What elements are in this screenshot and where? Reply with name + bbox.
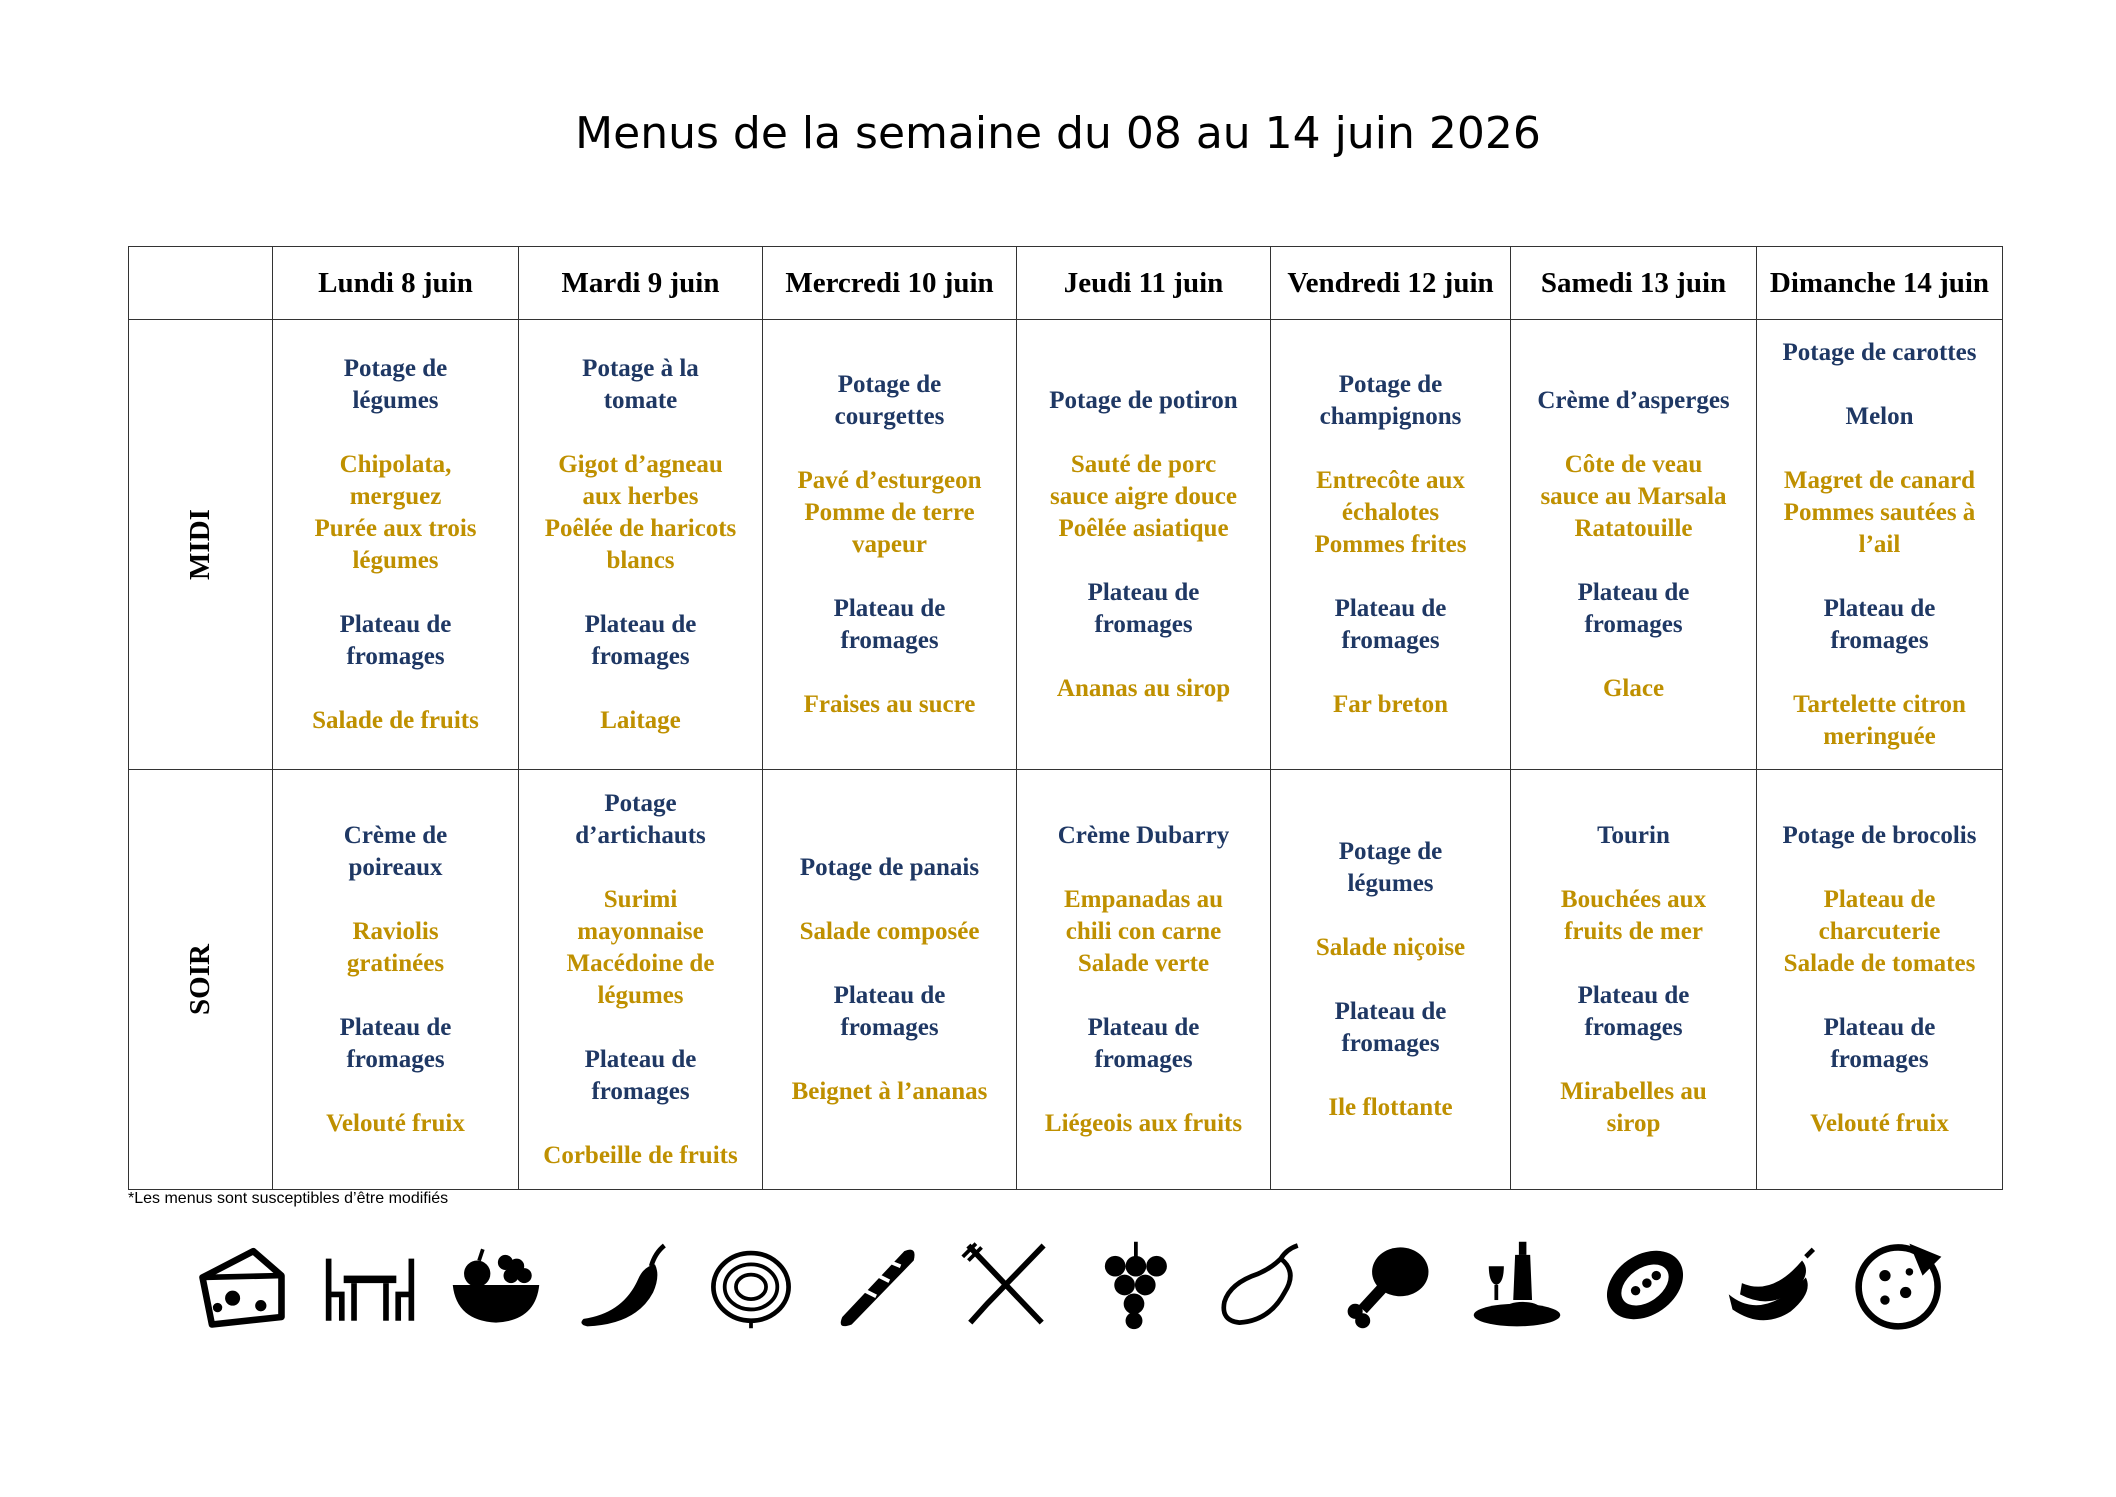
menu-cell [519,770,763,1190]
meal-label [129,770,273,1190]
icon-strip [195,1238,1985,1338]
dish-line: Raviolis [352,917,439,945]
dish-line: vapeur [852,530,927,558]
dish-line: merguez [349,482,442,510]
dish-spacer [523,1108,758,1140]
dish-line: Bouchées aux [1560,885,1707,913]
dish-line-starter: Plateau de [1087,1013,1200,1041]
dish-spacer [277,577,514,609]
dish-line: gratinées [346,949,445,977]
dish-spacer [1275,1060,1506,1092]
dish-line-starter: fromages [1584,1013,1683,1041]
dish-line: Gigot d’agneau [558,450,723,478]
menu-cell [519,320,763,770]
day-header: Dimanche 14 juin [1757,247,2003,320]
banana-icon [1725,1238,1819,1332]
dish-line-starter: Potage [604,789,677,817]
dish-spacer [1761,980,1998,1012]
dish-line: Ananas au sirop [1056,674,1231,702]
dish-spacer [767,1044,1012,1076]
dish-line-starter: Potage de [343,354,448,382]
dish-spacer [1515,545,1752,577]
dish-line-starter: Plateau de [584,1045,697,1073]
dish-line: légumes [352,546,439,574]
dish-line: chili con carne [1065,917,1222,945]
menu-cell [763,320,1017,770]
menu-cell [1757,320,2003,770]
chili-pepper-icon [576,1238,670,1332]
dish-line-starter: Crème de [343,821,448,849]
dish-line: Velouté fruix [1810,1109,1949,1137]
menu-cell [763,770,1017,1190]
dish-line-starter: Plateau de [1577,578,1690,606]
dish-line: blancs [606,546,675,574]
meal-row-midi [129,320,2003,770]
dish-line-starter: fromages [1830,1045,1929,1073]
fork-knife-icon [959,1238,1053,1332]
dish-spacer [277,980,514,1012]
dish-line-starter: fromages [1094,610,1193,638]
menu-cell [1271,320,1511,770]
dish-line-starter: tomate [603,386,678,414]
dish-line-starter: Potage de panais [799,853,980,881]
dish-line: Surimi [603,885,678,913]
dish-line: Tartelette citron [1793,690,1966,718]
dish-line: Sauté de porc [1070,450,1217,478]
dish-spacer [277,417,514,449]
dish-line: Beignet à l’ananas [791,1077,988,1105]
dish-line-starter: légumes [1347,869,1434,897]
dish-line: Chipolata, [339,450,452,478]
dish-spacer [523,1012,758,1044]
dish-line: Salade composée [799,917,980,945]
dish-spacer [1515,948,1752,980]
dish-line: Salade de tomates [1783,949,1976,977]
dish-spacer [277,884,514,916]
dish-line-starter: Crème d’asperges [1537,386,1730,414]
dish-spacer [1761,561,1998,593]
grapes-icon [1087,1238,1181,1332]
dish-line-starter: Plateau de [833,981,946,1009]
dish-line-starter: fromages [591,642,690,670]
day-header-row [129,247,2003,320]
dish-line-starter: fromages [840,1013,939,1041]
dish-spacer [1021,641,1266,673]
wine-dinner-icon [1470,1238,1564,1332]
dish-spacer [1275,900,1506,932]
dish-spacer [1761,1076,1998,1108]
dish-line-starter: fromages [1584,610,1683,638]
dish-spacer [1275,433,1506,465]
dish-line: Ratatouille [1574,514,1693,542]
dining-table-icon [323,1238,417,1332]
dish-spacer [1021,980,1266,1012]
dish-line-starter: Potage de potiron [1049,386,1238,414]
dish-spacer [1515,641,1752,673]
menu-cell [1757,770,2003,1190]
dish-spacer [1275,964,1506,996]
dish-line: Poêlée asiatique [1058,514,1229,542]
dish-spacer [1021,545,1266,577]
dish-line-starter: Plateau de [339,1013,452,1041]
dish-line-starter: Melon [1845,402,1914,430]
dish-line: fruits de mer [1564,917,1703,945]
dish-line: Plateau de [1823,885,1936,913]
dish-line: Ile flottante [1328,1093,1453,1121]
dish-line-starter: Plateau de [1334,997,1447,1025]
dish-line-starter: légumes [352,386,439,414]
dish-line: l’ail [1858,530,1901,558]
baguette-icon [831,1238,925,1332]
dish-line-starter: poireaux [348,853,443,881]
dish-spacer [767,884,1012,916]
dish-line: Corbeille de fruits [543,1141,738,1169]
meal-label-text: MIDI [183,509,216,580]
dish-line: Salade verte [1077,949,1210,977]
dish-line-starter: Potage à la [582,354,699,382]
dish-line: légumes [597,981,684,1009]
dish-spacer [1515,852,1752,884]
dish-spacer [1021,1076,1266,1108]
dish-line: Fraises au sucre [803,690,976,718]
dish-line: Magret de canard [1783,466,1976,494]
dish-spacer [1021,852,1266,884]
footnote: *Les menus sont susceptibles d’être modifiés [128,1190,449,1207]
eggplant-icon [1215,1238,1309,1332]
day-header: Lundi 8 juin [273,247,519,320]
dish-spacer [523,673,758,705]
chicken-leg-icon [1342,1238,1436,1332]
dish-line-starter: Potage de [1338,370,1443,398]
dish-spacer [1761,369,1998,401]
dish-line-starter: Plateau de [833,594,946,622]
dish-line: Côte de veau [1564,450,1703,478]
dish-spacer [1275,657,1506,689]
dish-line-starter: Plateau de [1334,594,1447,622]
pizza-icon [1853,1238,1947,1332]
dish-line-starter: Potage de [1338,837,1443,865]
dish-line: mayonnaise [577,917,704,945]
day-header: Mardi 9 juin [519,247,763,320]
dish-line: Poêlée de haricots [544,514,737,542]
dish-spacer [523,577,758,609]
dish-line: aux herbes [582,482,699,510]
dish-spacer [767,433,1012,465]
day-header: Jeudi 11 juin [1017,247,1271,320]
dish-line-starter: fromages [591,1077,690,1105]
dish-spacer [1275,561,1506,593]
cheese-icon [195,1238,289,1332]
dish-line-starter: d’artichauts [575,821,706,849]
dish-line: Purée aux trois [314,514,477,542]
dish-spacer [523,417,758,449]
meal-label-text: SOIR [183,944,216,1015]
dish-line: Macédoine de [566,949,715,977]
dish-line-starter: Plateau de [1087,578,1200,606]
dish-line: Laitage [600,706,681,734]
dish-line: Mirabelles au [1560,1077,1707,1105]
menu-cell [1511,770,1757,1190]
fruit-bowl-icon [449,1238,543,1332]
menu-table [128,246,2003,1190]
dish-line: Velouté fruix [326,1109,465,1137]
dish-line: Entrecôte aux [1316,466,1465,494]
dish-spacer [1515,1044,1752,1076]
dish-spacer [767,561,1012,593]
dish-line: sauce au Marsala [1540,482,1727,510]
dish-line: Liégeois aux fruits [1044,1109,1243,1137]
onion-icon [704,1238,798,1332]
dish-line-starter: fromages [840,626,939,654]
dish-line-starter: Crème Dubarry [1057,821,1230,849]
dish-line-starter: Plateau de [1577,981,1690,1009]
menu-cell [1271,770,1511,1190]
dish-line-starter: fromages [346,642,445,670]
papaya-icon [1598,1238,1692,1332]
dish-line-starter: champignons [1319,402,1462,430]
meal-row-soir [129,770,2003,1190]
day-header: Vendredi 12 juin [1271,247,1511,320]
dish-line: Pommes sautées à [1783,498,1976,526]
dish-line: Far breton [1332,690,1449,718]
dish-spacer [523,852,758,884]
dish-line-starter: fromages [346,1045,445,1073]
dish-line-starter: Potage de [837,370,942,398]
dish-line: Salade de fruits [312,706,479,734]
dish-line: sauce aigre douce [1049,482,1237,510]
dish-line-starter: fromages [1341,626,1440,654]
dish-line-starter: Plateau de [1823,594,1936,622]
menu-cell [273,770,519,1190]
dish-spacer [1761,433,1998,465]
dish-spacer [1021,417,1266,449]
dish-line-starter: Potage de brocolis [1782,821,1977,849]
menu-cell [273,320,519,770]
dish-line-starter: fromages [1341,1029,1440,1057]
page-title: Menus de la semaine du 08 au 14 juin 2026 [575,108,1541,159]
dish-spacer [1761,657,1998,689]
dish-line-starter: courgettes [834,402,945,430]
dish-spacer [767,948,1012,980]
menu-cell [1017,320,1271,770]
dish-line: Pommes frites [1314,530,1467,558]
dish-line: sirop [1606,1109,1661,1137]
dish-line: charcuterie [1818,917,1941,945]
dish-line-starter: Potage de carottes [1782,338,1977,366]
menu-cell [1017,770,1271,1190]
meal-label [129,320,273,770]
dish-line: meringuée [1823,722,1936,750]
dish-line-starter: Plateau de [1823,1013,1936,1041]
dish-line: échalotes [1341,498,1440,526]
menu-cell [1511,320,1757,770]
dish-spacer [1515,417,1752,449]
dish-line: Pomme de terre [804,498,975,526]
dish-line: Empanadas au [1063,885,1224,913]
dish-line-starter: Plateau de [584,610,697,638]
dish-spacer [767,657,1012,689]
corner-cell [129,247,273,320]
dish-line: Salade niçoise [1315,933,1466,961]
dish-line-starter: fromages [1830,626,1929,654]
dish-spacer [277,1076,514,1108]
dish-line-starter: Tourin [1597,821,1670,849]
dish-line: Glace [1602,674,1665,702]
dish-spacer [277,673,514,705]
dish-spacer [1761,852,1998,884]
dish-line-starter: fromages [1094,1045,1193,1073]
day-header: Mercredi 10 juin [763,247,1017,320]
day-header: Samedi 13 juin [1511,247,1757,320]
dish-line: Pavé d’esturgeon [797,466,982,494]
dish-line-starter: Plateau de [339,610,452,638]
